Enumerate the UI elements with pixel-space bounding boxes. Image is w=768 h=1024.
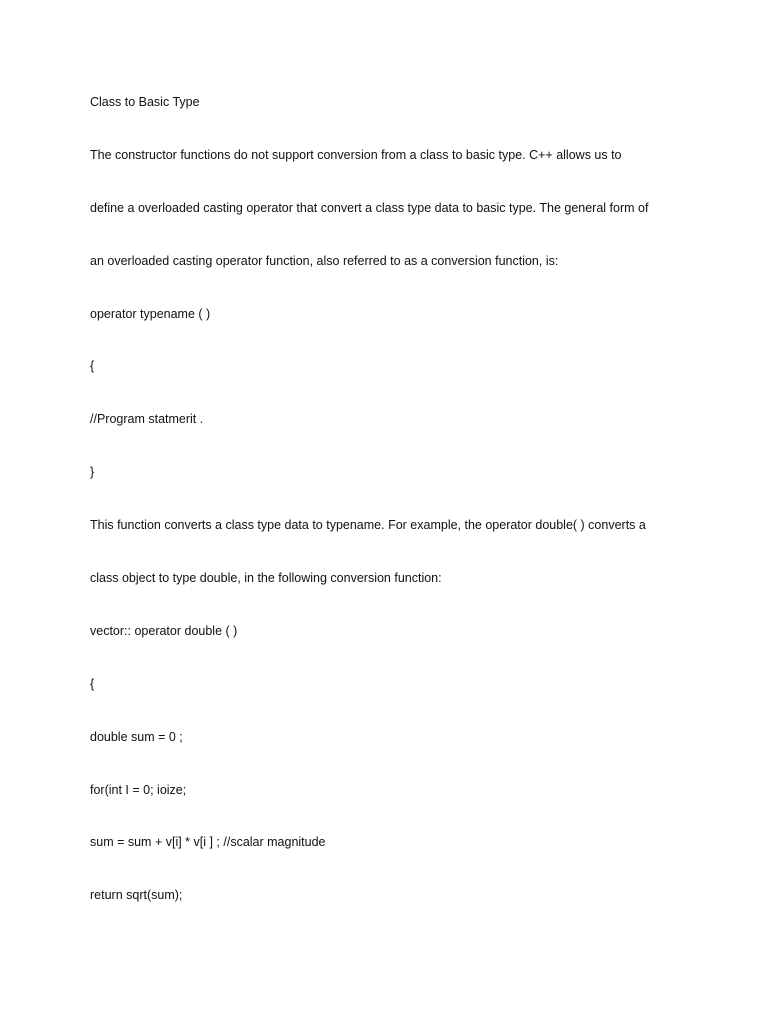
code-line: vector:: operator double ( ) — [90, 623, 238, 638]
code-line: sum = sum + v[i] * v[i ] ; //scalar magnitude — [90, 835, 326, 850]
paragraph-line: define a overloaded casting operator that convert a class type data to basic type. The general form of — [90, 200, 649, 215]
code-line: operator typename ( ) — [90, 306, 211, 321]
code-line: { — [90, 676, 95, 691]
code-line: for(int I = 0; ioize; — [90, 782, 187, 797]
paragraph-line: class object to type double, in the following conversion function: — [90, 571, 442, 586]
code-line: return sqrt(sum); — [90, 888, 183, 903]
code-line: } — [90, 465, 95, 480]
document-body — [90, 93, 690, 939]
code-line: double sum = 0 ; — [90, 729, 183, 744]
code-line: //Program statmerit . — [90, 412, 204, 427]
paragraph-line: The constructor functions do not support conversion from a class to basic type. C++ allows us to — [90, 147, 622, 162]
heading: Class to Basic Type — [90, 95, 200, 109]
paragraph-line: This function converts a class type data to typename. For example, the operator double( ) converts a — [90, 518, 646, 533]
code-line: { — [90, 359, 95, 374]
paragraph-line: an overloaded casting operator function, also referred to as a conversion function, is: — [90, 253, 559, 268]
